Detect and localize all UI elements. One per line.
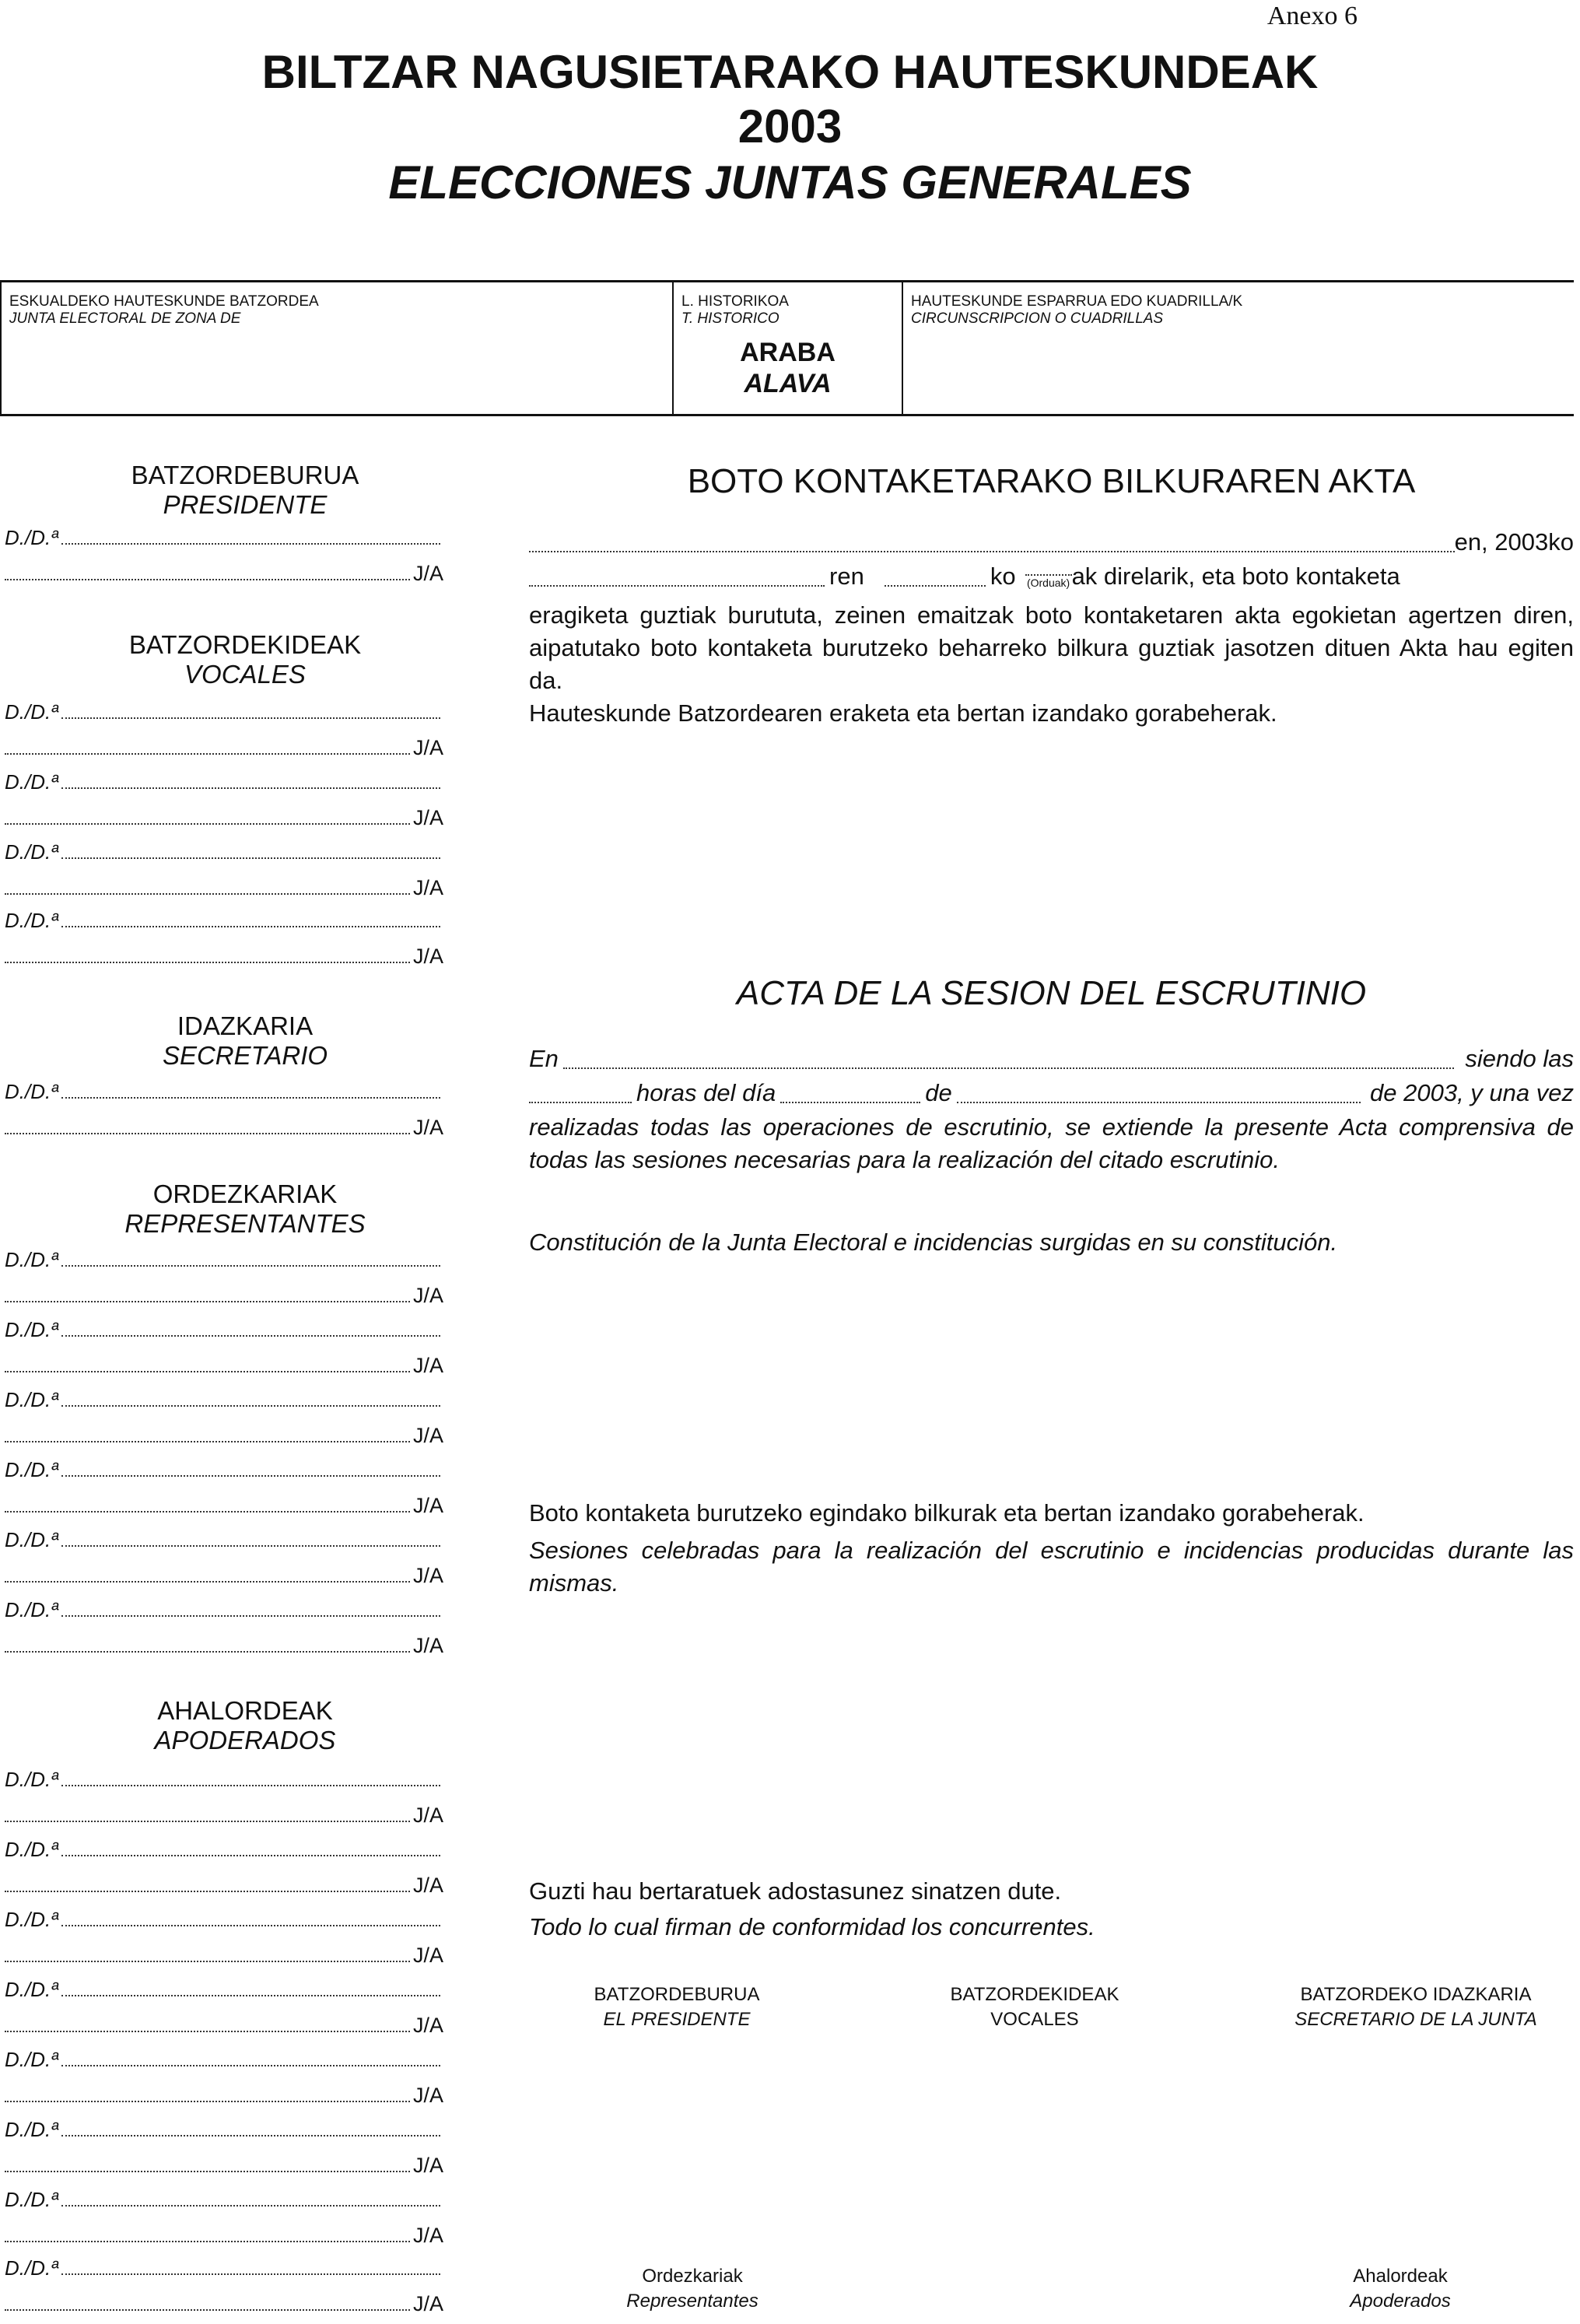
ja-vocal-4[interactable] [5,945,443,968]
spanish-paragraph: realizadas todas las operaciones de escrutinio, se extiende la presente Acta comprensiva de todas las sesiones necesarias para la realización del citado escrutinio. [529,1113,1574,1173]
ja-label: J/A [412,945,443,968]
ja-vocal-2[interactable] [5,806,443,829]
ja-representante-2[interactable] [5,1354,443,1377]
ja-representante-5[interactable] [5,1564,443,1587]
fill-line [5,1961,410,1962]
did-vocal-4[interactable] [5,909,440,932]
fill-line [61,787,440,789]
basque-line-2-rest: ak direlarik, eta boto kontaketa [1071,563,1400,590]
closing-eu: Guzti hau bertaratuek adostasunez sinatzen dute. [529,1877,1062,1905]
fill-line [61,2135,440,2136]
basque-year-text: en, 2003ko [1454,528,1574,556]
fill-line [5,1133,410,1134]
did-label: D./D.ª [5,526,58,549]
basque-constitution-area[interactable] [529,739,1574,895]
vocales-eu: BATZORDEKIDEAK [128,630,362,659]
presidente-heading [101,461,389,520]
did-vocal-2[interactable] [5,770,440,794]
fill-line [5,2031,410,2032]
fill-line [5,1371,410,1372]
territory-name-eu: ARABA [740,338,836,367]
did-label: D./D.ª [5,700,58,724]
fill-line [61,1785,440,1786]
fill-line [61,1995,440,1996]
title-spanish: ELECCIONES JUNTAS GENERALES [388,156,1192,209]
ja-apoderado-1[interactable] [5,1803,443,1827]
basque-section-title: BOTO KONTAKETARAKO BILKURAREN AKTA [687,462,1416,500]
place-fill[interactable] [529,551,1455,552]
fill-line [5,753,410,755]
territory-label-es: T. HISTORICO [681,310,779,327]
representantes-es: REPRESENTANTES [124,1209,366,1238]
did-label: D./D.ª [5,2118,58,2141]
apoderados-eu: AHALORDEAK [157,1696,333,1725]
did-label: D./D.ª [5,770,58,794]
did-representante-5[interactable] [5,1528,440,1551]
month-fill[interactable] [529,585,825,587]
ja-apoderado-8[interactable] [5,2292,443,2315]
sig-vocales-eu: BATZORDEKIDEAK [950,1984,1119,2005]
ja-label: J/A [412,1803,443,1827]
circ-label-es: CIRCUNSCRIPCION O CUADRILLAS [911,310,1164,327]
did-label: D./D.ª [5,1080,58,1103]
did-apoderado-5[interactable] [5,2048,440,2071]
ja-representante-4[interactable] [5,1494,443,1517]
territory-label-eu: L. HISTORIKOA [681,293,789,310]
did-representante-1[interactable] [5,1248,440,1271]
sig-presidente-es: EL PRESIDENTE [603,2009,751,2030]
hours-fill-es[interactable] [529,1102,632,1103]
fill-line [61,1335,440,1337]
did-label: D./D.ª [5,2048,58,2071]
spanish-constitution: Constitución de la Junta Electoral e incidencias surgidas en su constitución. [529,1229,1338,1256]
fill-line [5,579,410,580]
ja-label: J/A [412,876,443,899]
ja-vocal-1[interactable] [5,736,443,759]
did-label: D./D.ª [5,1318,58,1341]
did-label: D./D.ª [5,2188,58,2211]
presidente-eu: BATZORDEBURUA [131,461,359,489]
fill-line [61,857,440,859]
de-text: de [925,1079,952,1106]
did-vocal-3[interactable] [5,840,440,864]
secretario-eu: IDAZKARIA [177,1011,314,1040]
did-apoderado-1[interactable] [5,1768,440,1791]
did-label: D./D.ª [5,2256,58,2280]
ja-apoderado-7[interactable] [5,2224,443,2247]
month-fill-es[interactable] [957,1102,1361,1103]
ja-label: J/A [412,1874,443,1897]
fill-line [5,1301,410,1302]
place-fill-es[interactable] [563,1067,1454,1069]
fill-line [61,2273,440,2275]
ja-label: J/A [412,1494,443,1517]
fill-line [61,1855,440,1856]
ja-label: J/A [412,2084,443,2107]
spanish-constitution-area[interactable] [529,1268,1574,1486]
ja-label: J/A [412,1354,443,1377]
fill-line [5,2101,410,2102]
fill-line [5,1581,410,1583]
did-representante-2[interactable] [5,1318,440,1341]
sig-vocales-es: VOCALES [990,2009,1079,2030]
fill-line [61,1405,440,1407]
spanish-section-title: ACTA DE LA SESION DEL ESCRUTINIO [736,974,1367,1012]
sig-presidente-eu: BATZORDEBURUA [594,1984,760,2005]
sessions-eu: Boto kontaketa burutzeko egindako bilkurak eta bertan izandako gorabeherak. [529,1499,1365,1527]
fill-line [5,1511,410,1513]
fill-line [5,962,410,963]
fill-line [61,2065,440,2066]
ja-label: J/A [412,562,443,585]
ja-label: J/A [412,2224,443,2247]
fill-line [5,2241,410,2242]
ja-label: J/A [412,1284,443,1307]
fill-line [5,1651,410,1653]
signature-secretario[interactable] [1252,1982,1579,2032]
did-label: D./D.ª [5,1598,58,1621]
ja-vocal-3[interactable] [5,876,443,899]
ja-label: J/A [412,2014,443,2037]
sig-apoderados-es: Apoderados [1350,2291,1451,2312]
ja-secretario[interactable] [5,1116,443,1139]
ja-label: J/A [412,1424,443,1447]
fill-line [61,1615,440,1617]
ja-representante-1[interactable] [5,1284,443,1307]
did-vocal-1[interactable] [5,700,440,724]
did-label: D./D.ª [5,1838,58,1861]
spanish-line-1 [529,1043,1574,1075]
ren-text: ren [829,563,864,590]
zone-label-es: JUNTA ELECTORAL DE ZONA DE [9,310,241,327]
representantes-heading [101,1180,389,1239]
fill-line [5,1891,410,1892]
did-label: D./D.ª [5,909,58,932]
ja-representante-6[interactable] [5,1634,443,1657]
de2003-text: de 2003, y una vez [1370,1079,1574,1106]
ja-apoderado-6[interactable] [5,2154,443,2177]
zone-label-eu: ESKUALDEKO HAUTESKUNDE BATZORDEA [9,293,319,310]
did-apoderado-6[interactable] [5,2118,440,2141]
fill-line [61,1475,440,1477]
did-representante-4[interactable] [5,1458,440,1481]
day-fill-es[interactable] [780,1102,920,1103]
zone-cell [0,282,674,414]
fill-line [5,823,410,825]
horas-text: horas del día [636,1079,776,1106]
basque-paragraph: eragiketa guztiak burututa, zeinen emaitzak boto kontaketaren akta egokietan agertzen diren, aipatutako boto kontaketa burutzeko beharreko bilkura guztiak jasotzen dituen Akta hau egiten da. [529,601,1574,694]
did-label: D./D.ª [5,1248,58,1271]
spanish-line-2 [529,1077,1574,1109]
fill-line [5,1441,410,1442]
closing-es: Todo lo cual firman de conformidad los concurrentes. [529,1913,1095,1940]
title-basque: BILTZAR NAGUSIETARAKO HAUTESKUNDEAK [261,46,1319,98]
vocales-heading [101,630,389,689]
fill-line [5,1821,410,1822]
fill-line [5,2171,410,2172]
fill-line [61,1097,440,1099]
day-fill[interactable] [885,585,986,587]
fill-line [61,1925,440,1926]
hours-line [1025,574,1072,576]
did-apoderado-3[interactable] [5,1908,440,1931]
did-secretario[interactable] [5,1080,440,1103]
did-representante-6[interactable] [5,1598,440,1621]
did-label: D./D.ª [5,840,58,864]
basque-line-1 [529,526,1574,559]
fill-line [61,543,440,545]
signature-representantes[interactable] [545,2264,840,2314]
signature-presidente[interactable] [529,1982,825,2032]
ja-apoderado-5[interactable] [5,2084,443,2107]
sig-secretario-es: SECRETARIO DE LA JUNTA [1294,2009,1537,2030]
did-label: D./D.ª [5,1458,58,1481]
basque-line-2 [529,560,1574,593]
ja-apoderado-2[interactable] [5,1874,443,1897]
circunscription-cell [903,282,1574,414]
territory-name-es: ALAVA [744,369,832,398]
ja-label: J/A [412,2154,443,2177]
ja-apoderado-3[interactable] [5,1944,443,1967]
fill-line [5,2309,410,2311]
ja-label: J/A [412,1634,443,1657]
fill-line [61,717,440,719]
fill-line [61,1265,440,1267]
ja-label: J/A [412,1944,443,1967]
sessions-area[interactable] [529,1611,1574,1860]
did-label: D./D.ª [5,1908,58,1931]
sig-representantes-es: Representantes [626,2291,758,2312]
did-apoderado-7[interactable] [5,2188,440,2211]
did-apoderado-2[interactable] [5,1838,440,1861]
did-label: D./D.ª [5,1388,58,1411]
did-apoderado-8[interactable] [5,2256,440,2280]
hours-caption: (Orduak) [1026,577,1070,589]
ja-label: J/A [412,1564,443,1587]
ja-representante-3[interactable] [5,1424,443,1447]
fill-line [61,2205,440,2207]
hours-fill[interactable] [1025,574,1072,593]
apoderados-heading [101,1696,389,1755]
did-apoderado-4[interactable] [5,1978,440,2001]
ja-label: J/A [412,1116,443,1139]
presidente-es: PRESIDENTE [163,490,328,519]
fill-line [5,893,410,895]
ja-label: J/A [412,806,443,829]
representantes-eu: ORDEZKARIAK [152,1180,338,1208]
siendo-text: siendo las [1465,1045,1574,1072]
did-label: D./D.ª [5,1528,58,1551]
territory-cell [674,282,903,414]
fill-line [61,926,440,927]
did-label: D./D.ª [5,1768,58,1791]
vocales-es: VOCALES [184,660,306,689]
ja-label: J/A [412,2292,443,2315]
ja-apoderado-4[interactable] [5,2014,443,2037]
sig-representantes-eu: Ordezkariak [642,2266,743,2287]
apoderados-es: APODERADOS [154,1726,336,1754]
ja-label: J/A [412,736,443,759]
annex-label: Anexo 6 [1266,2,1358,30]
sig-apoderados-eu: Ahalordeak [1353,2266,1448,2287]
secretario-heading [101,1011,389,1071]
en-text: En [529,1045,559,1072]
ja-presidente[interactable] [5,562,443,585]
circ-label-eu: HAUTESKUNDE ESPARRUA EDO KUADRILLA/K [911,293,1243,310]
ko-text: ko [990,563,1016,590]
did-representante-3[interactable] [5,1388,440,1411]
sessions-es: Sesiones celebradas para la realización del escrutinio e incidencias producidas durante las mismas. [529,1537,1574,1597]
did-presidente[interactable] [5,526,440,549]
signature-vocales[interactable] [887,1982,1182,2032]
signature-apoderados[interactable] [1252,2264,1548,2314]
title-year: 2003 [737,100,843,152]
did-label: D./D.ª [5,1978,58,2001]
secretario-es: SECRETARIO [162,1041,328,1070]
basque-constitution: Hauteskunde Batzordearen eraketa eta bertan izandako gorabeherak. [529,699,1277,727]
sig-secretario-eu: BATZORDEKO IDAZKARIA [1300,1984,1532,2005]
header-box [0,280,1574,416]
fill-line [61,1545,440,1547]
